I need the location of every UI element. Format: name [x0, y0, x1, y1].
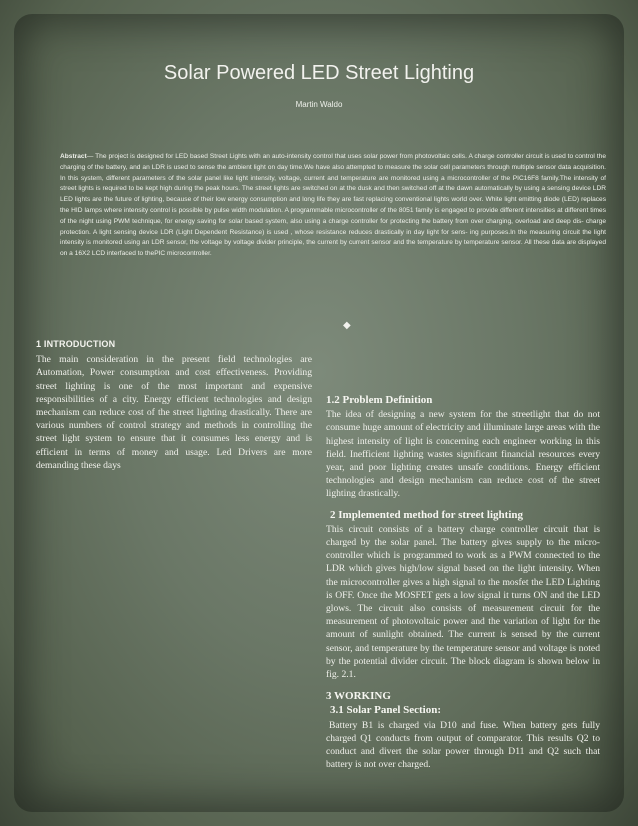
method-heading: 2 Implemented method for street lighting	[330, 508, 523, 521]
diamond-icon: ◆	[343, 320, 351, 331]
intro-heading: 1 INTRODUCTION	[36, 339, 116, 349]
author-name: Martin Waldo	[295, 100, 343, 109]
method-text: This circuit consists of a battery charge controller circuit that is charged by the solar panel. The battery gives supply to the micro-controller which is programmed to work as a PWM connected to the LDR which gives high/low signal based on the light intensity. When the microcontroller gives a high signal to the mosfet the LED Lighting is OFF. Once the MOSFET gets a low signal it turns ON and the LED glows. The circuit also consists of measurement circuit for the measurement of photovoltaic power and the variation of light for the amount of sunlight obtained. The current is sensed by the current sensor, and temperature by the temperature sensor and voltage is noted by the potential divider circuit. The block diagram is shown below in fig. 2.1.	[326, 523, 600, 681]
abstract	[60, 152, 606, 260]
intro-text: The main consideration in the present field technologies are Automation, Power consumption and cost effectiveness. Providing street lighting is one of the most important and expensive responsibilities of a city. Energy efficient technologies and design mechanism can reduce cost of the street lighting drastically. There are various numbers of control strategy and methods in controlling the street light system to ensure that it consumes less energy and is efficient in terms of money and usage. Led Drivers are more demanding these days	[36, 354, 312, 471]
abstract-label: Abstract	[60, 153, 87, 160]
problem-heading: 1.2 Problem Definition	[326, 394, 433, 406]
working-subheading: 3.1 Solar Panel Section:	[330, 704, 442, 717]
problem-text: The idea of designing a new system for the streetlight that do not consume huge amount of electricity and illuminate large areas with the highest intensity of light is concerning each engineer working in this field. Inefficient lighting wastes significant financial resources every year, and poor lighting creates unsafe conditions. Energy efficient technologies and design mechanism can reduce cost of the street lighting drastically.	[326, 409, 600, 500]
column-left	[36, 338, 312, 472]
paper-title: Solar Powered LED Street Lighting	[163, 62, 475, 84]
working-heading: 3 WORKING	[326, 690, 391, 703]
working-text: Battery B1 is charged via D10 and fuse. When battery gets fully charged Q1 conducts from output of comparator. This results Q2 to conduct and divert the solar power through D11 and Q2 such that battery is not over charged.	[326, 719, 600, 771]
abstract-text: — The project is designed for LED based Street Lights with an auto-intensity control that uses solar power from photovoltaic cells. A charge controller circuit is used to control the charging of the battery, and an LDR is used to sense the ambient light on day time.We have also attempted to measure the solar cell parameters through multiple sensor data acquisition. In this system, different parameters of the solar panel like light intensity, voltage, current and temperature are monitored using a microcontroller of the PIC16F8 family.The intensity of street lights is required to be kept high during the peak hours. The street lights are switched on at the dusk and then switched off at the dawn automatically by using a sensing device LDR LED lights are the future of lighting, because of their low energy consumption and long life they are fast replacing conventional lights world over. White light emitting diode (LED) replaces the HID lamps where intensity control is possible by pulse width modulation. A programmable microcontroller of the 8051 family is engaged to provide different intensities at different times of the night using PWM technique, for energy saving for solar based system, also using a charge controller for protecting the battery from over charging, overload and deep dis- charge protection. A light sensing device LDR (Light Dependent Resistance) is used , whose resistance reduces drastically in day light for sens- ing purposes.In the measuring circuit the light intensity is monitored using an LDR sensor, the voltage by voltage divider principle, the current by current sensor and the temperature by temperature sensor. All these data are displayed on a 16X2 LCD interfaced to thePIC microcontroller.	[60, 153, 606, 258]
column-right	[326, 394, 600, 771]
